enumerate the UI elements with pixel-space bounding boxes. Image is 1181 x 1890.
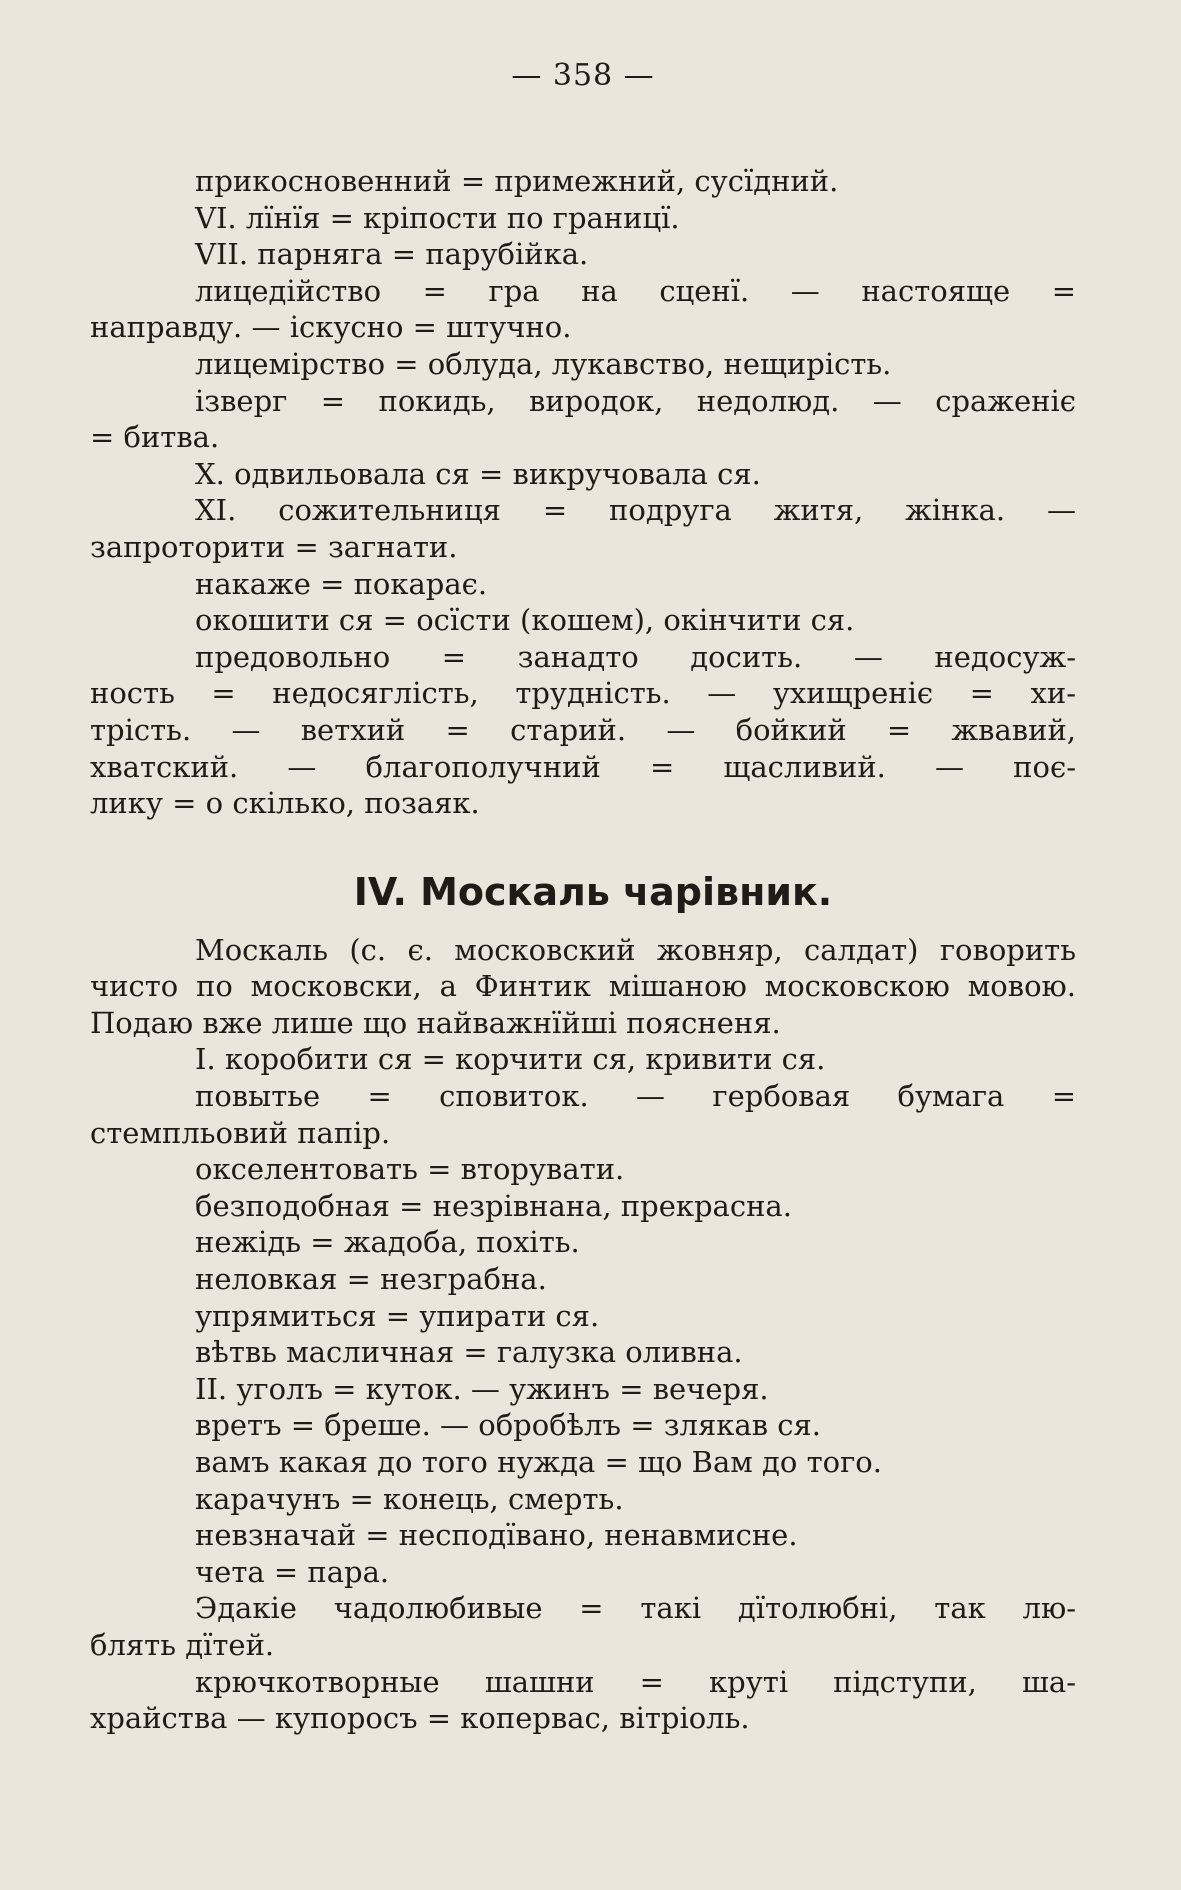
text-line: храйства — купоросъ = копервас, вітріоль. (90, 1701, 750, 1736)
text-line: карачунъ = конець, смерть. (195, 1481, 624, 1516)
text-line: крючкотворные шашни = круті підступи, ша- (195, 1664, 1076, 1699)
text-line: невзначай = несподївано, ненавмисне. (195, 1518, 798, 1553)
text-line: Эдакіе чадолюбивые = такі дїтолюбні, так лю- (195, 1591, 1076, 1626)
text-line: ізверг = покидь, виродок, недолюд. — сраженіє (195, 383, 1076, 418)
text-line: предовольно = занадто досить. — недосуж- (195, 639, 1076, 674)
text-line: стемпльовий папір. (90, 1115, 391, 1150)
text-line: окошити ся = осїсти (кошем), окінчити ся. (195, 603, 855, 638)
text-line: неловкая = незграбна. (195, 1262, 547, 1297)
text-line: прикосновенний = примежний, сусїдний. (195, 164, 839, 198)
text-line: чета = пара. (195, 1554, 390, 1589)
text-line: чисто по московски, а Финтик мішаною московскою мовою. (90, 969, 1076, 1004)
text-line: повытье = сповиток. — гербовая бумага = (195, 1079, 1076, 1114)
text-line: I. коробити ся = корчити ся, кривити ся. (195, 1042, 826, 1077)
text-line: накаже = покарає. (195, 566, 488, 601)
text-line: Подаю вже лише що найважнїйші поясненя. (90, 1005, 781, 1040)
text-line: запроторити = загнати. (90, 529, 458, 564)
section-heading: IV. Москаль чарівник. (353, 869, 833, 914)
text-line: VII. парняга = парубійка. (195, 237, 589, 272)
text-line: вамъ какая до того нужда = що Вам до того. (195, 1445, 882, 1479)
text-line: = битва. (90, 420, 220, 455)
text-line: ность = недосяглість, трудність. — ухищреніє = хи- (90, 676, 1076, 711)
text-line: вретъ = бреше. — обробѣлъ = злякав ся. (195, 1408, 821, 1443)
text-line: направду. — іскусно = штучно. (90, 310, 572, 345)
text-line: упрямиться = упирати ся. (195, 1298, 600, 1333)
text-line: II. уголъ = куток. — ужинъ = вечеря. (195, 1371, 769, 1406)
glossary-section-moskal (90, 932, 1076, 1737)
text-line: вѣтвь масличная = галузка оливна. (195, 1335, 743, 1370)
page-number: — 358 — (511, 58, 655, 93)
text-line: X. одвильовала ся = викручовала ся. (195, 456, 761, 491)
text-line: блять дїтей. (90, 1627, 275, 1662)
text-line: трість. — ветхий = старий. — бойкий = жвавий, (90, 712, 1076, 747)
text-line: Москаль (с. є. московский жовняр, салдат) говорить (195, 932, 1076, 967)
text-line: нежідь = жадоба, похіть. (195, 1225, 580, 1260)
text-line: лицемірство = облуда, лукавство, нещирість. (195, 346, 892, 381)
text-line: VI. лїнїя = кріпости по границї. (195, 200, 680, 235)
text-line: окселентовать = вторувати. (195, 1152, 625, 1187)
glossary-section-previous (90, 163, 1076, 822)
text-line: XI. сожительниця = подруга житя, жінка. — (195, 493, 1076, 528)
text-line: безподобная = незрівнана, прекрасна. (195, 1188, 792, 1223)
text-line: лику = о скілько, позаяк. (90, 786, 480, 821)
text-line: хватский. — благополучний = щасливий. — поє- (90, 749, 1076, 784)
text-line: лицедійство = гра на сценї. — настояще = (195, 273, 1076, 308)
